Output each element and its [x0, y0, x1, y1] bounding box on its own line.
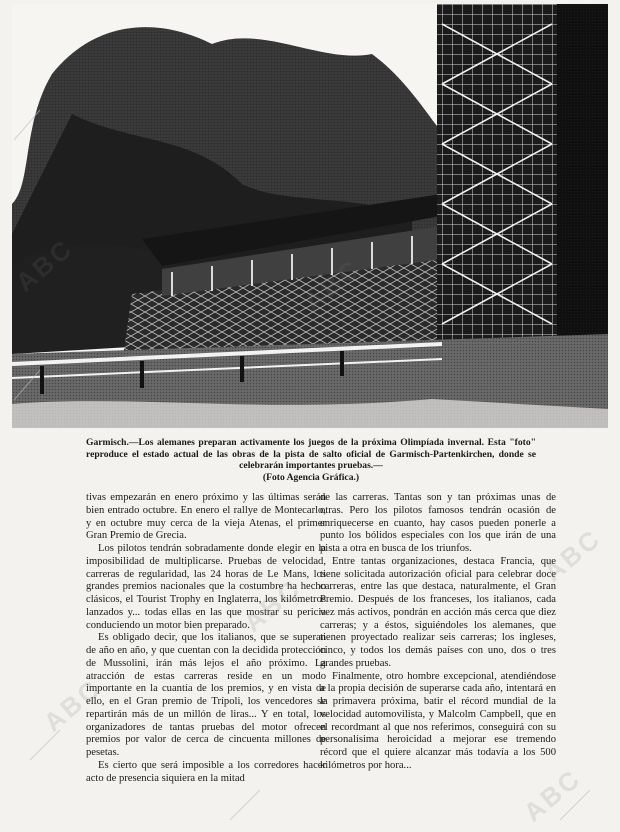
- article-column-left: [86, 492, 326, 785]
- ski-jump-construction-photo: [12, 4, 608, 428]
- photo-caption: [86, 437, 536, 483]
- left-paragraph: Es cierto que será imposible a los corredores hacer acto de presencia siquiera en la mitad: [86, 759, 326, 784]
- caption-credit: (Foto Agencia Gráfica.): [262, 471, 360, 483]
- watermark: ABC: [37, 672, 108, 738]
- watermark: ABC: [237, 572, 308, 638]
- right-paragraph: Entre tantas organizaciones, destaca Francia, que tiene solicitada autorización oficial para celebrar doce carreras, entre las que destaca, naturalmente, el Gran Premio. Después de los franceses, los italianos, cada vez más activos, pondrán en acción más cerca que diez carreras; y a éstos, siguiéndoles los alemanes, que tienen proyectado realizar seis carreras; los ingleses, cinco, y todos los demás países con uno, dos o tres grandes pruebas.: [320, 555, 556, 669]
- watermark: ABC: [517, 762, 588, 828]
- caption-text: —Los alemanes preparan activamente los juegos de la próxima Olimpíada invernal. Esta "foto" reproduce el estado actual de las obras de la pista de salto oficial de Garmisch-Partenkirchen, donde se celebrarán importantes pruebas.—: [86, 437, 536, 472]
- caption-place: Garmisch.: [86, 437, 129, 448]
- photo-illustration: [12, 4, 608, 428]
- left-paragraph: tivas empezarán en enero próximo y las últimas serán bien entrado octubre. En enero el rallye de Montecarlo, y en octubre muy cerca de la vieja Atenas, el primer Gran Premio de Grecia.: [86, 492, 326, 542]
- article-column-right: [320, 492, 556, 773]
- right-paragraph: de las carreras. Tantas son y tan próximas unas de otras. Pero los pilotos famosos tendrán ocasión de enriquecerse en cuanto, hay casos pueden ponerle a punto los bólidos especiales con los que irán de una pista a otra en busca de los triunfos.: [320, 492, 556, 554]
- left-paragraph: Es obligado decir, que los italianos, que se superan de año en año, y que cuentan con la decidida protección de Mussolini, irán más lejos el año próximo. La atracción de estas carreras reside en un modo importante en la cuantía de los premios, y en vista de ello, en el Gran premio de Trípoli, los vencedores se repartirán más de un millón de liras... Y en total, los organizadores de tantas pruebas del motor ofrecen premios por valor de cerca de cincuenta millones de pesetas.: [86, 632, 326, 758]
- left-paragraph: Los pilotos tendrán sobradamente donde elegir en la imposibilidad de multiplicarse. Pruebas de velocidad, carreras de regularidad, las 24 horas de Le Mans, los grandes premios nacionales que la costumbre ha hecho clásicos, el Tourist Trophy en Inglaterra, los kilómetros lanzados y... todas ellas en las que mostrar su pericia conduciendo un motor bien preparado.: [86, 543, 326, 631]
- right-paragraph: Finalmente, otro hombre excepcional, atendiéndose a la propia decisión de superarse cada año, intentará en la primavera próxima, batir el récord mundial de la velocidad automovilista, y Malcolm Campbell, que en el recordmant al que nos referimos, conseguirá con su personalísima heroicidad a mejorar ese tremendo récord que el quiere alcanzar más todavía a los 500 kilómetros por hora...: [320, 670, 556, 771]
- watermark: ABC: [537, 522, 608, 588]
